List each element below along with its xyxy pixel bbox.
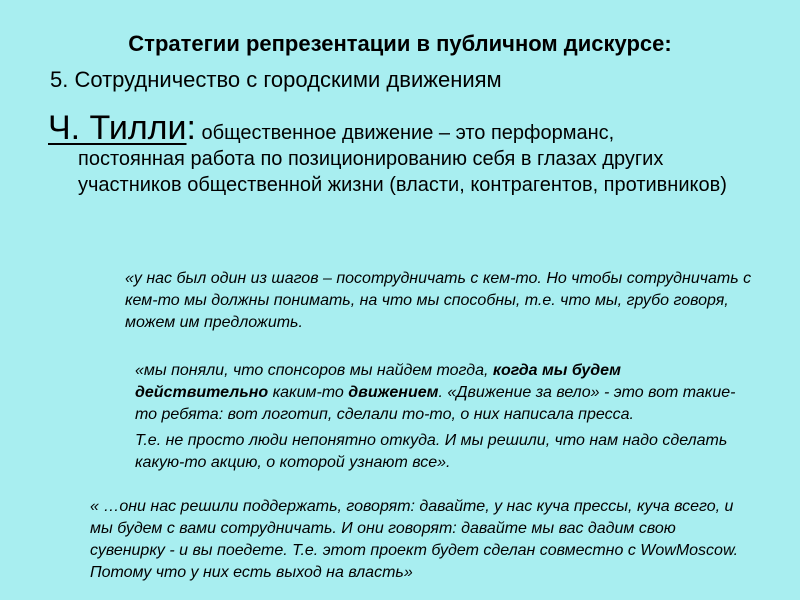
quote-4 xyxy=(75,496,755,584)
quote-1 xyxy=(75,268,755,334)
intro-paragraph xyxy=(48,110,768,198)
intro-rest-text: постоянная работа по позиционированию себя в глазах других участников общественной жизни (власти, контрагентов, противников) xyxy=(78,148,727,196)
quote-2-text xyxy=(75,360,755,426)
intro-first-text: общественное движение – это перформанс, xyxy=(195,122,615,144)
quote-4-text: « …они нас решили поддержать, говорят: давайте, у нас куча прессы, куча всего, и мы будем с вами сотрудничать. И они говорят: давайте мы вас дадим свою сувенирку - и вы поедете. Т.е. этот проект будет сделан совместно с WowMoscow. Потому что у них есть выход на власть» xyxy=(90,498,739,581)
quote-3-text: Т.е. не просто люди непонятно откуда. И мы решили, что нам надо сделать какую-то акцию, о которой узнают все». xyxy=(135,432,728,471)
intro-first-line xyxy=(48,110,768,146)
author-colon: : xyxy=(186,109,196,147)
quote-2-part-e: . «Движение за вело» - это вот такие-то ребята: вот логотип, сделали то-то, о них написала пресса. xyxy=(135,384,736,423)
slide-title: Стратегии репрезентации в публичном дискурсе: xyxy=(128,31,672,56)
quote-2 xyxy=(75,360,755,426)
quote-2-part-c: каким-то xyxy=(268,384,349,401)
slide-subtitle: 5. Сотрудничество с городскими движениям xyxy=(50,67,502,92)
quote-2-bold-a: когда мы будем действительно xyxy=(135,362,621,401)
quote-3 xyxy=(75,430,755,474)
quote-2-part-a: «мы поняли, что спонсоров мы найдем тогда, xyxy=(135,362,493,379)
quote-1-text: «у нас был один из шагов – посотрудничать с кем-то. Но чтобы сотрудничать с кем-то мы должны понимать, на что мы способны, т.е. что мы, грубо говоря, можем им предложить. xyxy=(125,270,752,331)
author-name: Ч. Тилли xyxy=(48,109,187,147)
quote-2-bold-d: движением xyxy=(348,384,439,401)
